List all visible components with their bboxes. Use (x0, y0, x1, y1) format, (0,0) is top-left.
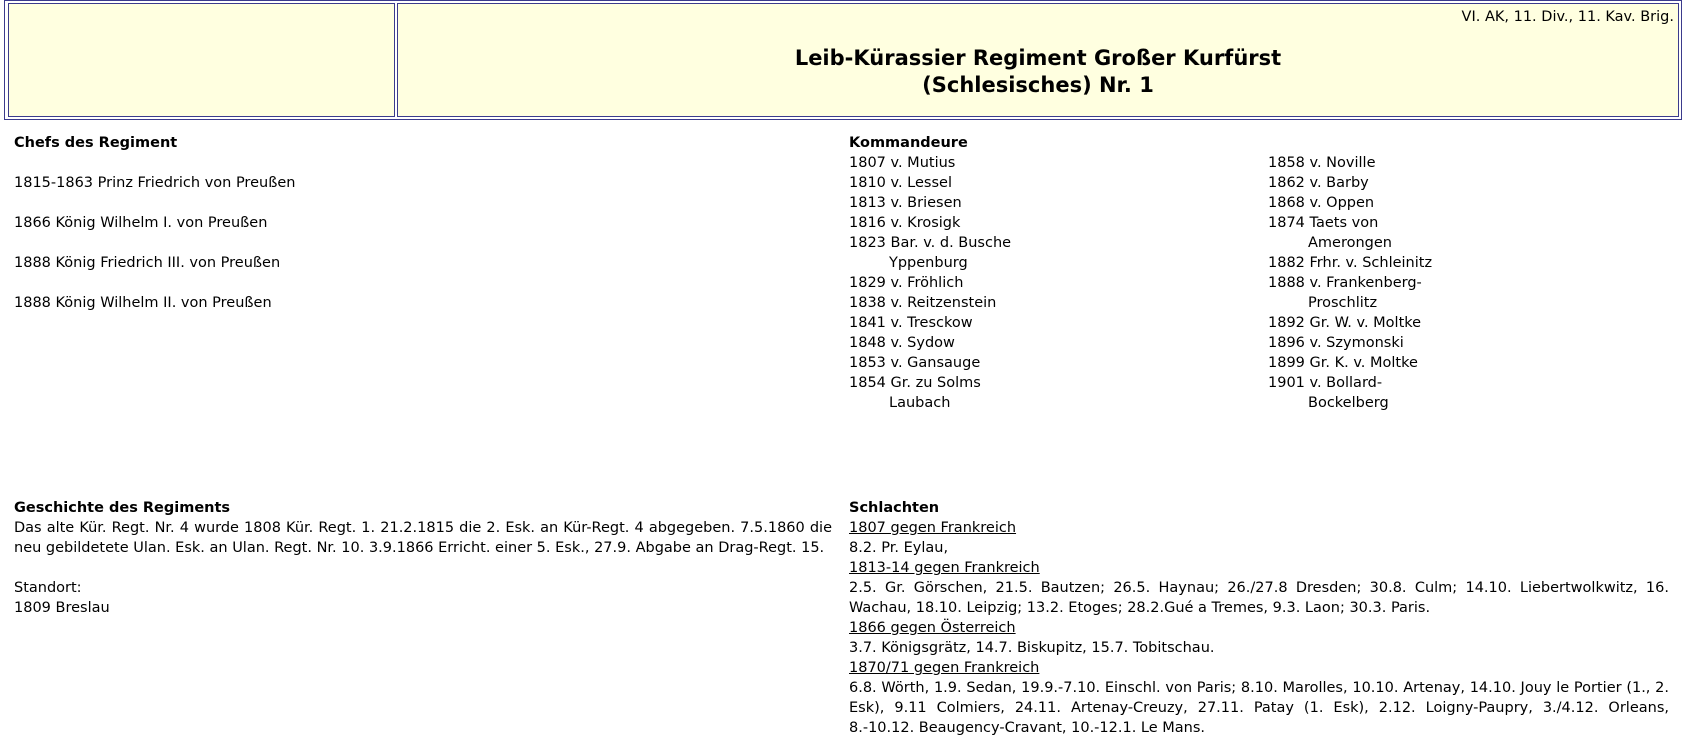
kommandeur-entry-part: Amerongen (1308, 235, 1392, 251)
geschichte-heading: Geschichte des Regiments (14, 500, 231, 516)
kommandeur-entry: 1816 v. Krosigk (849, 215, 961, 231)
kommandeur-entry-part: 1854 Gr. zu Solms (849, 375, 981, 391)
kommandeure-heading: Kommandeure (849, 135, 968, 151)
regiment-title-line2: (Schlesisches) Nr. 1 (922, 73, 1154, 97)
war-title: 1807 gegen Frankreich (849, 520, 1017, 536)
kommandeur-entry: 1807 v. Mutius (849, 155, 956, 171)
chefs-section (14, 133, 794, 313)
kommandeure-column-2 (1268, 153, 1668, 413)
kommandeur-entry-part: Proschlitz (1308, 295, 1378, 311)
war-battles: 6.8. Wörth, 1.9. Sedan, 19.9.-7.10. Einschl. von Paris; 8.10. Marolles, 10.10. Artenay, 14.10. Jouy le Portier (1., 2. Esk), 9.11 Colmiers, 24.11. Artenay-Creuzy, 27.11. Patay (1. Esk), 2.12. Loigny-Paupry, 3./4.12. Orleans, 8.-10.12. Beaugency-Cravant, 10.-12.1. Le Mans. (849, 680, 1669, 736)
schlachten-heading: Schlachten (849, 500, 940, 516)
kommandeur-entry: 1862 v. Barby (1268, 175, 1369, 191)
kommandeur-entry-part: Bockelberg (1308, 395, 1389, 411)
kommandeur-entry: 1813 v. Briesen (849, 195, 962, 211)
kommandeure-column-1 (849, 153, 1249, 413)
kommandeur-entry: 1868 v. Oppen (1268, 195, 1375, 211)
kommandeur-entry-part: Laubach (889, 395, 951, 411)
kommandeur-entry (1268, 273, 1668, 313)
header-left-cell (8, 3, 395, 117)
kommandeur-entry-part: 1901 v. Bollard- (1268, 375, 1383, 391)
war-battles: 3.7. Königsgrätz, 14.7. Biskupitz, 15.7. Tobitschau. (849, 640, 1215, 656)
war-title: 1813-14 gegen Frankreich (849, 560, 1040, 576)
schlachten-section (849, 498, 1669, 738)
geschichte-section (14, 498, 832, 618)
regiment-title-line1: Leib-Kürassier Regiment Großer Kurfürst (794, 46, 1282, 70)
chef-item: 1815-1863 Prinz Friedrich von Preußen (14, 175, 296, 191)
war-title: 1870/71 gegen Frankreich (849, 660, 1040, 676)
kommandeur-entry (1268, 213, 1668, 253)
kommandeur-entry: 1882 Frhr. v. Schleinitz (1268, 255, 1433, 271)
kommandeur-entry: 1838 v. Reitzenstein (849, 295, 997, 311)
kommandeur-entry: 1896 v. Szymonski (1268, 335, 1404, 351)
regiment-title (398, 45, 1678, 99)
header-table (4, 0, 1682, 120)
war-battles: 8.2. Pr. Eylau, (849, 540, 949, 556)
chef-item: 1866 König Wilhelm I. von Preußen (14, 215, 268, 231)
kommandeur-entry (1268, 373, 1668, 413)
kommandeur-entry (849, 233, 1249, 273)
geschichte-text: Das alte Kür. Regt. Nr. 4 wurde 1808 Kür. Regt. 1. 21.2.1815 die 2. Esk. an Kür-Regt. 4 abgegeben. 7.5.1860 die neu gebildetete Ulan. Esk. an Ulan. Regt. Nr. 10. 3.9.1866 Erricht. einer 5. Esk., 27.9. Abgabe an Drag-Regt. 15. (14, 520, 832, 556)
chefs-heading: Chefs des Regiment (14, 135, 178, 151)
kommandeur-entry: 1899 Gr. K. v. Moltke (1268, 355, 1418, 371)
kommandeur-entry: 1858 v. Noville (1268, 155, 1376, 171)
war-title: 1866 gegen Österreich (849, 620, 1016, 636)
kommandeur-entry-part: 1888 v. Frankenberg- (1268, 275, 1422, 291)
kommandeur-entry (849, 373, 1249, 413)
corps-assignment: VI. AK, 11. Div., 11. Kav. Brig. (1461, 9, 1674, 25)
chef-item: 1888 König Wilhelm II. von Preußen (14, 295, 272, 311)
header-right-cell (397, 3, 1679, 117)
kommandeur-entry-part: 1874 Taets von (1268, 215, 1379, 231)
chef-item: 1888 König Friedrich III. von Preußen (14, 255, 281, 271)
kommandeur-entry: 1829 v. Fröhlich (849, 275, 964, 291)
kommandeur-entry-part: 1823 Bar. v. d. Busche (849, 235, 1012, 251)
kommandeur-entry: 1810 v. Lessel (849, 175, 952, 191)
kommandeur-entry: 1848 v. Sydow (849, 335, 955, 351)
kommandeur-entry: 1841 v. Tresckow (849, 315, 973, 331)
kommandeur-entry: 1853 v. Gansauge (849, 355, 981, 371)
war-battles: 2.5. Gr. Görschen, 21.5. Bautzen; 26.5. Haynau; 26./27.8 Dresden; 30.8. Culm; 14.10. Liebertwolkwitz, 16. Wachau, 18.10. Leipzig; 13.2. Etoges; 28.2.Gué a Tremes, 9.3. Laon; 30.3. Paris. (849, 580, 1669, 616)
kommandeur-entry: 1892 Gr. W. v. Moltke (1268, 315, 1422, 331)
standort-label: Standort: (14, 580, 82, 596)
kommandeur-entry-part: Yppenburg (889, 255, 968, 271)
standort-value: 1809 Breslau (14, 600, 110, 616)
